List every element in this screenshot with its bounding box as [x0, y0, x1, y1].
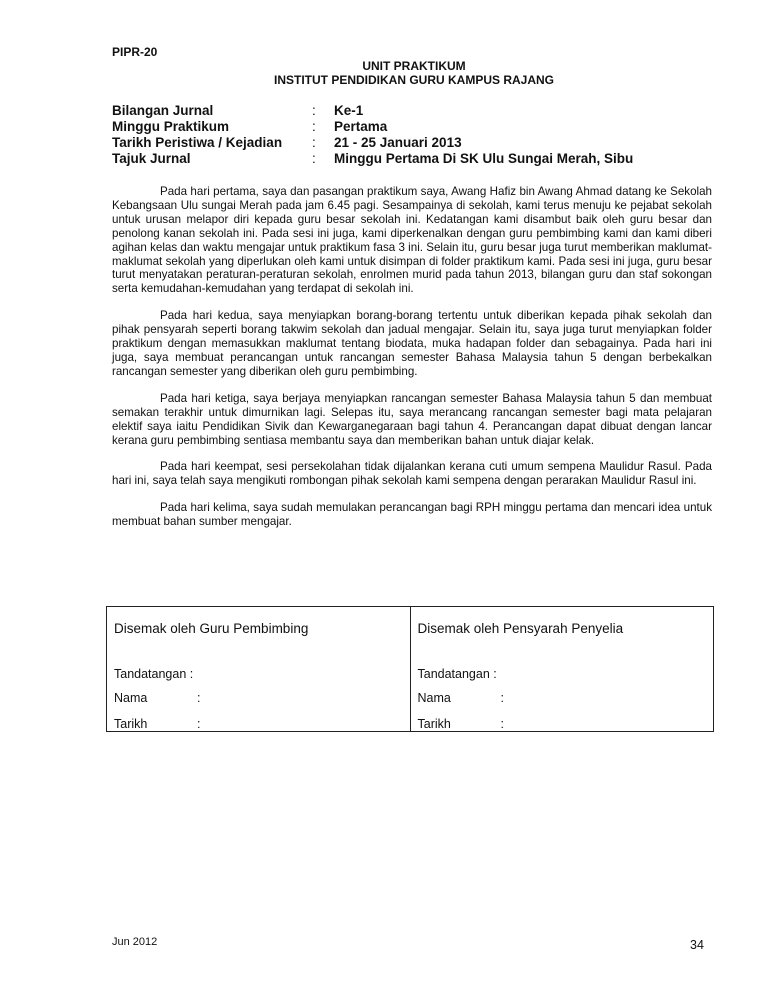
meta-row-minggu — [112, 119, 712, 135]
journal-body — [112, 185, 712, 542]
date-colon: : — [197, 717, 201, 731]
paragraph-day-1: Pada hari pertama, saya dan pasangan praktikum saya, Awang Hafiz bin Awang Ahmad datang ke Sekolah Kebangsaan Ulu sungai Merah pada jam 6.45 pagi. Sesampainya di sekolah, kami terus menuju ke pejabat sekolah untuk urusan melapor diri kepada guru besar sekolah ini. Kedatangan kami disambut baik oleh guru besar dan penolong kanan sekolah ini. Pada sesi ini juga, kami diperkenalkan dengan guru pembimbing kami dan kami diberi agihan kelas dan waktu mengajar untuk praktikum fasa 3 ini. Selain itu, guru besar juga turut memberikan maklumat-maklumat sekolah yang diperlukan oleh kami untuk disimpan di folder praktikum kami. Pada sesi ini juga, guru besar turut menyatakan peraturan-peraturan sekolah, enrolmen murid pada tahun 2013, bilangan guru dan staf sokongan serta kemudahan-kemudahan yang terdapat di sekolah ini. — [112, 185, 712, 296]
meta-row-tarikh — [112, 135, 712, 151]
meta-label: Tajuk Jurnal — [112, 151, 191, 166]
signature-cell-supervisor — [410, 607, 714, 731]
name-label: Nama — [114, 691, 148, 705]
paragraph-day-5: Pada hari kelima, saya sudah memulakan perancangan bagi RPH minggu pertama dan mencari idea untuk membuat bahan sumber mengajar. — [112, 501, 712, 529]
name-colon: : — [197, 691, 201, 705]
meta-colon: : — [312, 151, 316, 166]
form-code: PIPR-20 — [112, 45, 158, 59]
header-unit: UNIT PRAKTIKUM — [362, 59, 466, 73]
supervisor-review-title: Disemak oleh Pensyarah Penyelia — [417, 621, 624, 636]
meta-colon: : — [312, 119, 316, 134]
date-colon: : — [500, 717, 504, 731]
signature-cell-mentor — [107, 607, 410, 731]
date-label: Tarikh — [417, 717, 451, 731]
name-colon: : — [500, 691, 504, 705]
paragraph-day-4: Pada hari keempat, sesi persekolahan tidak dijalankan kerana cuti umum sempena Maulidur Rasul. Pada hari ini, saya telah saya mengikuti rombongan pihak sekolah kami sempena dengan perarakan Maulidur Rasul ini. — [112, 460, 712, 488]
meta-value: Ke-1 — [334, 103, 364, 118]
meta-colon: : — [312, 135, 316, 150]
meta-value: Minggu Pertama Di SK Ulu Sungai Merah, Sibu — [334, 151, 634, 166]
signature-label: Tandatangan : — [417, 667, 497, 681]
meta-colon: : — [312, 103, 316, 118]
page-number: 34 — [690, 938, 704, 952]
footer-date: Jun 2012 — [112, 936, 158, 948]
meta-value: Pertama — [334, 119, 388, 134]
meta-label: Tarikh Peristiwa / Kejadian — [112, 135, 283, 150]
mentor-review-title: Disemak oleh Guru Pembimbing — [114, 621, 309, 636]
meta-row-bilangan — [112, 103, 712, 119]
signature-label: Tandatangan : — [114, 667, 194, 681]
meta-value: 21 - 25 Januari 2013 — [334, 135, 462, 150]
name-label: Nama — [417, 691, 451, 705]
meta-label: Minggu Praktikum — [112, 119, 230, 134]
signature-table — [106, 606, 714, 732]
meta-label: Bilangan Jurnal — [112, 103, 214, 118]
meta-row-tajuk — [112, 151, 712, 167]
paragraph-day-3: Pada hari ketiga, saya berjaya menyiapkan rancangan semester Bahasa Malaysia tahun 5 dan membuat semakan terakhir untuk dimurnikan lagi. Selepas itu, saya merancang rancangan semester bagi mata pelajaran elektif saya iaitu Pendidikan Sivik dan Kewarganegaraan bagi tahun 4. Perancangan dapat dibuat dengan lancar kerana guru pembimbing sentiasa membantu saya dan memberikan bahan untuk diajar kelak. — [112, 391, 712, 447]
header-institute: INSTITUT PENDIDIKAN GURU KAMPUS RAJANG — [273, 73, 554, 87]
date-label: Tarikh — [114, 717, 148, 731]
paragraph-day-2: Pada hari kedua, saya menyiapkan borang-borang tertentu untuk diberikan kepada pihak sekolah dan pihak pensyarah seperti borang takwim sekolah dan jadual mengajar. Selain itu, saya juga turut menyiapkan folder praktikum dengan memasukkan maklumat tentang biodata, muka hadapan folder dan sebagainya. Pada hari ini juga, saya membuat perancangan untuk rancangan semester Bahasa Malaysia tahun 5 dengan berbekalkan rancangan semester yang diberikan oleh guru pembimbing. — [112, 309, 712, 378]
journal-meta — [112, 103, 712, 167]
